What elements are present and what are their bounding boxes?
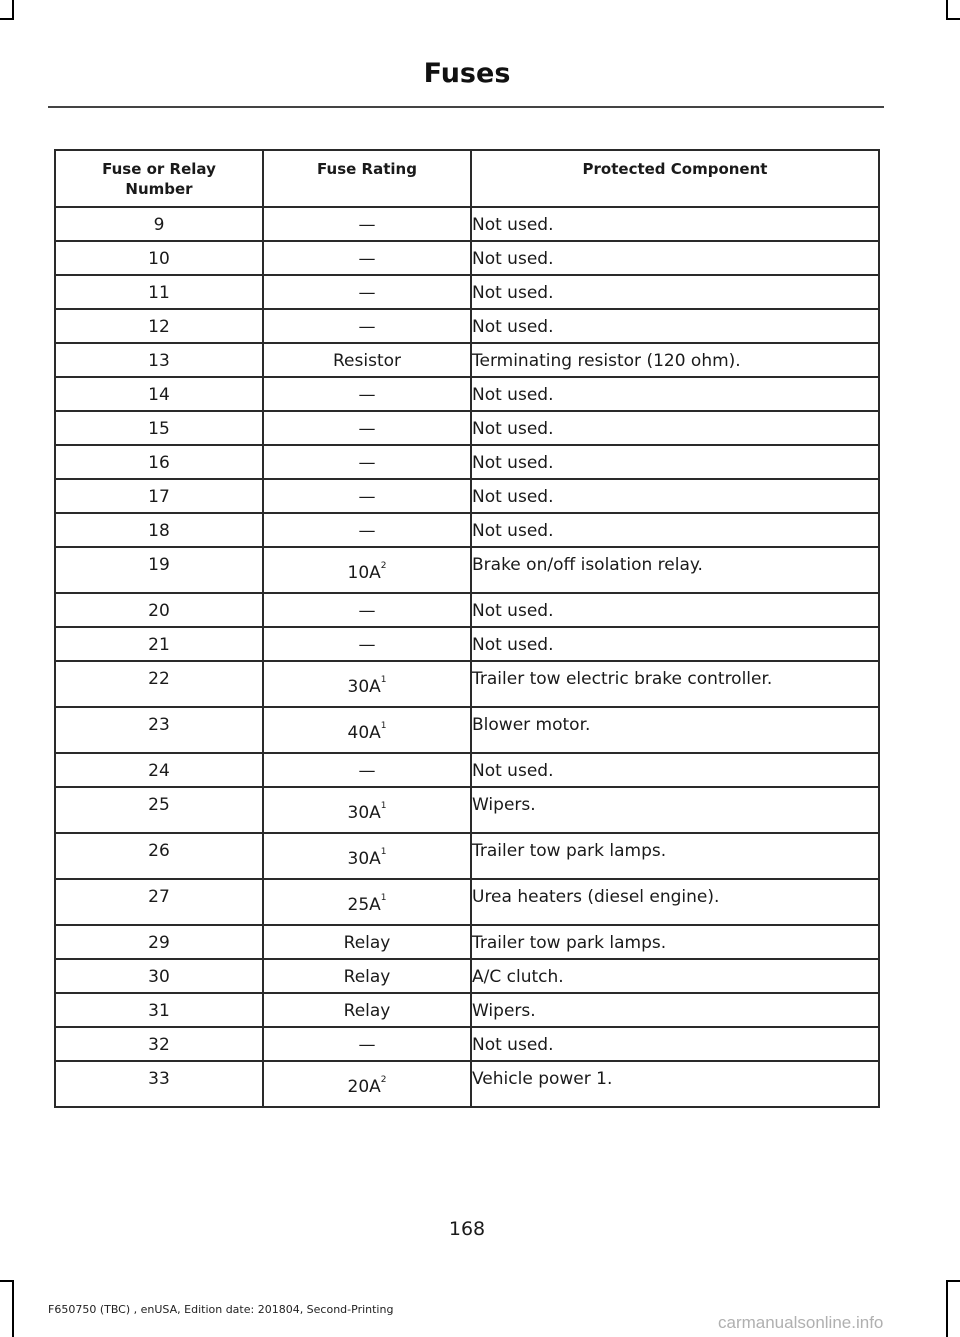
fuse-number-cell: 9 <box>55 207 263 241</box>
fuse-number-cell: 15 <box>55 411 263 445</box>
crop-mark-top-right <box>946 0 948 20</box>
fuse-rating-cell <box>263 707 471 753</box>
fuse-rating-value: 20A <box>347 1077 381 1097</box>
table-row <box>55 207 879 241</box>
fuse-number-cell: 13 <box>55 343 263 377</box>
table-row <box>55 275 879 309</box>
fuse-rating-cell <box>263 627 471 661</box>
fuse-number-cell: 22 <box>55 661 263 707</box>
protected-component-cell: Wipers. <box>471 787 879 833</box>
table-row <box>55 959 879 993</box>
fuse-number-cell: 20 <box>55 593 263 627</box>
fuse-rating-value: Relay <box>343 967 391 987</box>
protected-component-cell: Not used. <box>471 1027 879 1061</box>
fuse-number-cell: 27 <box>55 879 263 925</box>
fuse-rating-value: — <box>358 283 376 303</box>
fuse-rating-value: 10A <box>347 563 381 583</box>
table-row <box>55 753 879 787</box>
protected-component-cell: Blower motor. <box>471 707 879 753</box>
protected-component-cell: Not used. <box>471 309 879 343</box>
fuse-number-cell: 19 <box>55 547 263 593</box>
fuse-rating-cell <box>263 1027 471 1061</box>
table-row <box>55 879 879 925</box>
footnote-marker: 1 <box>380 721 387 731</box>
protected-component-cell: Wipers. <box>471 993 879 1027</box>
fuse-rating-value: 40A <box>347 723 381 743</box>
protected-component-cell: Vehicle power 1. <box>471 1061 879 1107</box>
fuse-rating-value: — <box>358 1035 376 1055</box>
table-row <box>55 1061 879 1107</box>
fuse-rating-value: — <box>358 453 376 473</box>
fuse-rating-value: — <box>358 601 376 621</box>
page-number: 168 <box>448 1218 486 1240</box>
protected-component-cell: Not used. <box>471 627 879 661</box>
fuse-rating-value: 30A <box>347 849 381 869</box>
fuse-rating-value: 25A <box>347 895 381 915</box>
fuse-rating-value: — <box>358 317 376 337</box>
fuse-rating-value: Relay <box>343 1001 391 1021</box>
fuse-rating-cell <box>263 753 471 787</box>
table-row <box>55 833 879 879</box>
fuse-rating-value: — <box>358 487 376 507</box>
fuse-number-cell: 26 <box>55 833 263 879</box>
table-row <box>55 593 879 627</box>
watermark: carmanualsonline.info <box>718 1313 884 1332</box>
crop-mark-bottom-right <box>946 1280 948 1337</box>
fuse-rating-cell <box>263 993 471 1027</box>
fuse-rating-cell <box>263 959 471 993</box>
protected-component-cell: Not used. <box>471 479 879 513</box>
table-row <box>55 309 879 343</box>
protected-component-cell: Not used. <box>471 445 879 479</box>
fuse-rating-cell <box>263 275 471 309</box>
protected-component-cell: Not used. <box>471 241 879 275</box>
fuse-rating-value: Relay <box>343 933 391 953</box>
fuse-number-cell: 10 <box>55 241 263 275</box>
protected-component-cell: Trailer tow park lamps. <box>471 833 879 879</box>
table-row <box>55 343 879 377</box>
fuse-rating-value: 30A <box>347 803 381 823</box>
fuse-number-cell: 14 <box>55 377 263 411</box>
fuse-rating-value: — <box>358 385 376 405</box>
protected-component-cell: Not used. <box>471 513 879 547</box>
edition-footer: F650750 (TBC) , enUSA, Edition date: 201804, Second-Printing <box>48 1303 394 1316</box>
protected-component-cell: Not used. <box>471 207 879 241</box>
fuse-rating-cell <box>263 1061 471 1107</box>
fuse-rating-value: — <box>358 635 376 655</box>
table-row <box>55 627 879 661</box>
fuse-rating-value: — <box>358 249 376 269</box>
fuse-rating-cell <box>263 377 471 411</box>
fuse-number-cell: 31 <box>55 993 263 1027</box>
protected-component-cell: Terminating resistor (120 ohm). <box>471 343 879 377</box>
table-row <box>55 241 879 275</box>
footnote-marker: 2 <box>380 1075 387 1085</box>
fuse-rating-cell <box>263 343 471 377</box>
fuse-rating-cell <box>263 411 471 445</box>
column-header-rating: Fuse Rating <box>263 150 471 207</box>
column-header-component: Protected Component <box>471 150 879 207</box>
fuse-number-cell: 24 <box>55 753 263 787</box>
fuse-number-cell: 18 <box>55 513 263 547</box>
fuse-rating-value: — <box>358 215 376 235</box>
fuse-rating-cell <box>263 207 471 241</box>
fuse-rating-cell <box>263 787 471 833</box>
crop-mark-top-left <box>12 0 14 20</box>
page-title: Fuses <box>423 58 511 89</box>
table-row <box>55 411 879 445</box>
table-row <box>55 445 879 479</box>
table-row <box>55 661 879 707</box>
table-header-row <box>55 150 879 207</box>
crop-mark-bottom-left <box>0 1280 14 1282</box>
protected-component-cell: Trailer tow park lamps. <box>471 925 879 959</box>
fuse-rating-value: — <box>358 761 376 781</box>
fuse-number-cell: 17 <box>55 479 263 513</box>
protected-component-cell: Not used. <box>471 275 879 309</box>
table-row <box>55 787 879 833</box>
protected-component-cell: A/C clutch. <box>471 959 879 993</box>
fuse-rating-cell <box>263 661 471 707</box>
table-row <box>55 479 879 513</box>
protected-component-cell: Trailer tow electric brake controller. <box>471 661 879 707</box>
crop-mark-bottom-left <box>12 1280 14 1337</box>
fuse-rating-cell <box>263 241 471 275</box>
table-row <box>55 707 879 753</box>
column-header-number: Fuse or Relay Number <box>55 150 263 207</box>
crop-mark-top-right <box>946 18 960 20</box>
fuse-number-cell: 32 <box>55 1027 263 1061</box>
header-divider <box>48 106 884 108</box>
protected-component-cell: Not used. <box>471 411 879 445</box>
fuse-number-cell: 30 <box>55 959 263 993</box>
fuse-number-cell: 25 <box>55 787 263 833</box>
fuse-table-body <box>55 207 879 1107</box>
table-row <box>55 1027 879 1061</box>
fuse-number-cell: 23 <box>55 707 263 753</box>
protected-component-cell: Not used. <box>471 753 879 787</box>
fuse-number-cell: 16 <box>55 445 263 479</box>
fuse-number-cell: 29 <box>55 925 263 959</box>
protected-component-cell: Brake on/off isolation relay. <box>471 547 879 593</box>
fuse-rating-value: — <box>358 419 376 439</box>
fuse-rating-value: 30A <box>347 677 381 697</box>
fuse-rating-cell <box>263 925 471 959</box>
table-row <box>55 925 879 959</box>
fuse-number-cell: 21 <box>55 627 263 661</box>
fuse-number-cell: 11 <box>55 275 263 309</box>
fuse-table <box>54 149 880 1108</box>
table-row <box>55 513 879 547</box>
fuse-rating-cell <box>263 479 471 513</box>
footnote-marker: 2 <box>380 561 387 571</box>
fuse-rating-cell <box>263 513 471 547</box>
table-row <box>55 993 879 1027</box>
fuse-rating-cell <box>263 833 471 879</box>
fuse-rating-cell <box>263 309 471 343</box>
fuse-rating-cell <box>263 547 471 593</box>
protected-component-cell: Urea heaters (diesel engine). <box>471 879 879 925</box>
fuse-rating-cell <box>263 593 471 627</box>
footnote-marker: 1 <box>380 847 387 857</box>
fuse-rating-cell <box>263 445 471 479</box>
crop-mark-bottom-right <box>946 1280 960 1282</box>
fuse-number-cell: 33 <box>55 1061 263 1107</box>
fuse-number-cell: 12 <box>55 309 263 343</box>
fuse-rating-cell <box>263 879 471 925</box>
protected-component-cell: Not used. <box>471 377 879 411</box>
fuse-rating-value: — <box>358 521 376 541</box>
fuse-rating-value: Resistor <box>333 351 401 371</box>
protected-component-cell: Not used. <box>471 593 879 627</box>
table-row <box>55 547 879 593</box>
footnote-marker: 1 <box>380 801 387 811</box>
footnote-marker: 1 <box>380 675 387 685</box>
footnote-marker: 1 <box>380 893 387 903</box>
table-row <box>55 377 879 411</box>
crop-mark-top-left <box>0 18 14 20</box>
